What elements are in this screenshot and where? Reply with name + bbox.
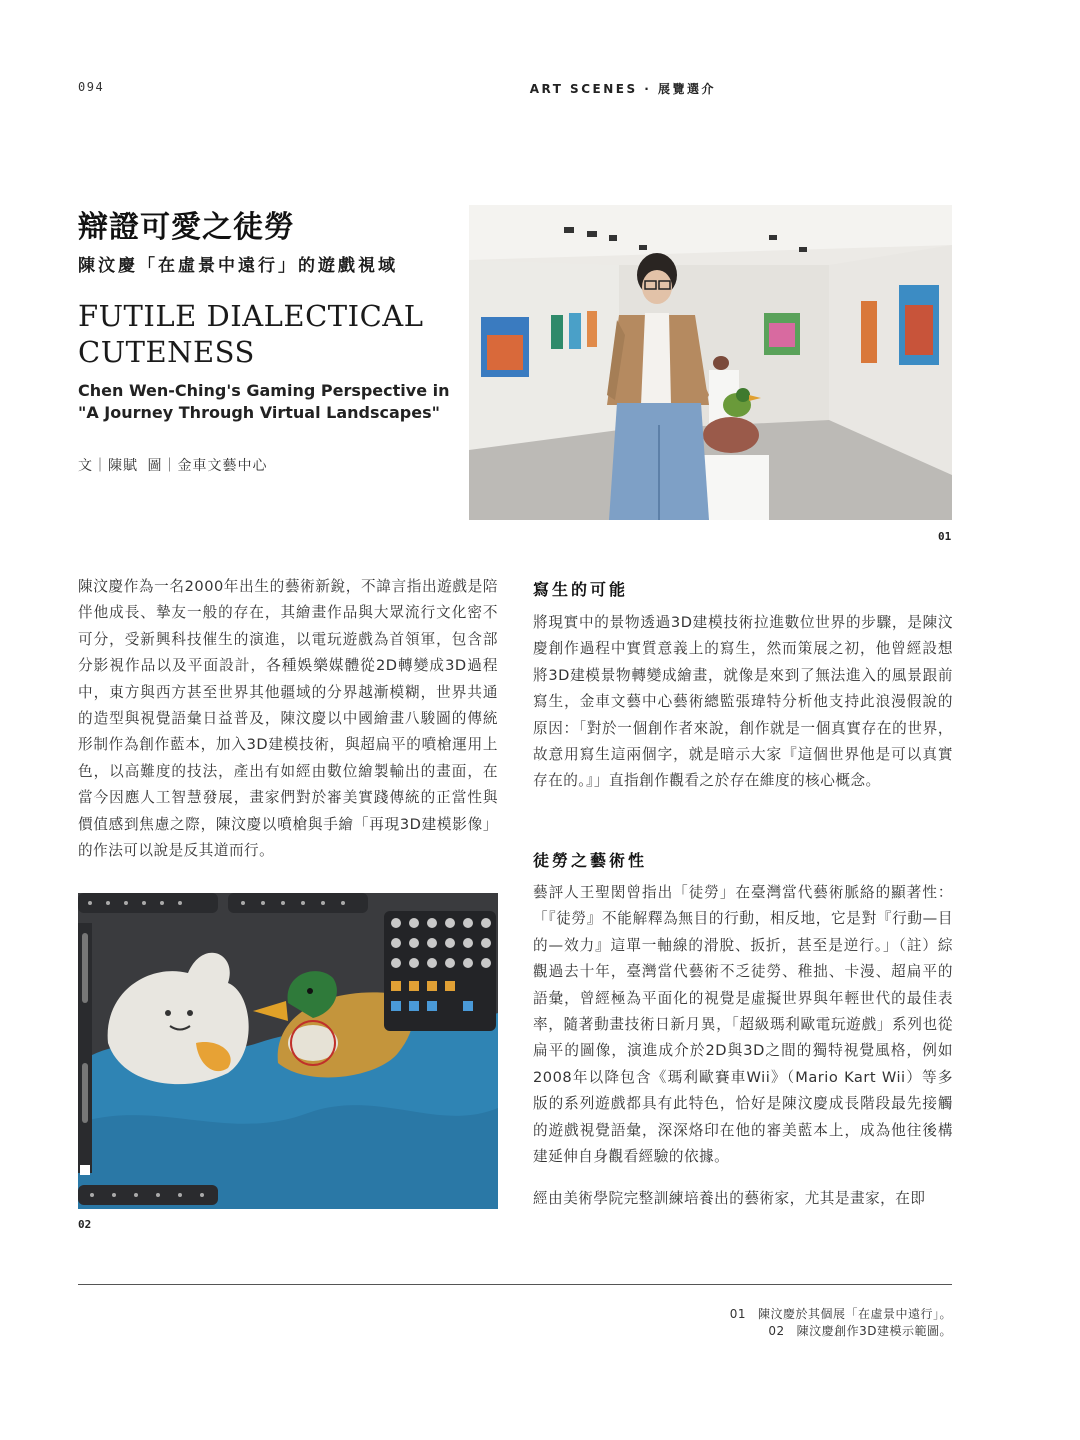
image-credit: 圖｜金車文藝中心 xyxy=(147,458,268,474)
article-subtitle-zh: 陳汶慶「在虛景中遠行」的遊戲視域 xyxy=(78,256,398,276)
author-credit: 文｜陳賦 xyxy=(78,458,138,474)
modeling-screenshot-illustration xyxy=(78,893,498,1209)
figure-captions xyxy=(730,1306,952,1340)
article-subtitle-en: Chen Wen-Ching's Gaming Perspective in "A Journey Through Virtual Landscapes" xyxy=(78,381,450,422)
body-paragraph-2: 將現實中的景物透過3D建模技術拉進數位世界的步驟，是陳汶慶創作過程中實質意義上的寫生，然而策展之初，他曾經設想將3D建模景物轉變成繪畫，就像是來到了無法進入的風景跟前寫生，金車文藝中心藝術總監張瑋特分析他支持此浪漫假說的原因：「對於一個創作者來說，創作就是一個真實存在的世界，故意用寫生這兩個字，就是暗示大家『這個世界他是可以真實存在的。』」直指創作觀看之於存在維度的核心概念。 xyxy=(533,614,953,790)
article-title-en: FUTILE DIALECTICAL CUTENESS xyxy=(78,299,424,369)
caption-02-number: 02 xyxy=(768,1324,785,1338)
section-heading-2: 徒勞之藝術性 xyxy=(533,851,648,870)
footer-divider xyxy=(78,1284,952,1285)
caption-02 xyxy=(730,1323,952,1340)
modeling-screenshot xyxy=(78,893,498,1209)
body-paragraph-4: 經由美術學院完整訓練培養出的藝術家，尤其是畫家，在即 xyxy=(533,1190,926,1207)
article-credits xyxy=(78,455,271,475)
figure-01-number: 01 xyxy=(938,530,952,543)
page-number: 094 xyxy=(78,80,105,94)
figure-02-number: 02 xyxy=(78,1218,92,1231)
body-paragraph-1: 陳汶慶作為一名2000年出生的藝術新銳，不諱言指出遊戲是陪伴他成長、摯友一般的存在，其繪畫作品與大眾流行文化密不可分，受新興科技催生的演進，以電玩遊戲為首領軍，包含部分影視作品以及平面設計，各種娛樂媒體從2D轉變成3D過程中，東方與西方甚至世界其他疆域的分界越漸模糊，世界共通的造型與視覺語彙日益普及，陳汶慶以中國繪畫八駿圖的傳統形制作為創作藍本，加入3D建模技術，與超扁平的噴槍運用上色，以高難度的技法，產出有如經由數位繪製輸出的畫面，在當今因應人工智慧發展，畫家們對於審美實踐傳統的正當性與價值感到焦慮之際，陳汶慶以噴槍與手繪「再現3D建模影像」的作法可以說是反其道而行。 xyxy=(78,578,498,860)
caption-01-text: 陳汶慶於其個展「在虛景中遠行」。 xyxy=(757,1307,952,1321)
section-header: ART SCENES · 展覽選介 xyxy=(529,82,716,96)
caption-02-text: 陳汶慶創作3D建模示範圖。 xyxy=(796,1324,952,1338)
section-heading-1: 寫生的可能 xyxy=(533,580,629,599)
body-paragraph-3: 藝評人王聖閎曾指出「徒勞」在臺灣當代藝術脈絡的顯著性：「『徒勞』不能解釋為無目的行動，相反地，它是對『行動—目的—效力』這單一軸線的滑脫、扳折，甚至是逆行。」（註）綜觀過去十年，臺灣當代藝術不乏徒勞、稚拙、卡漫、超扁平的語彙，曾經極為平面化的視覺是虛擬世界與年輕世代的最佳表率，隨著動畫技術日新月異，「超級瑪利歐電玩遊戲」系列也從扁平的圖像，演進成介於2D與3D之間的獨特視覺風格，例如2008年以降包含《瑪利歐賽車Wii》（Mario Kart Wii）等多版的系列遊戲都具有此特色，恰好是陳汶慶成長階段最先接觸的遊戲視覺語彙，深深烙印在他的審美藍本上，成為他往後構建延伸自身觀看經驗的依據。 xyxy=(533,884,953,1166)
gallery-photo xyxy=(469,205,952,520)
caption-01 xyxy=(730,1306,952,1323)
caption-01-number: 01 xyxy=(729,1307,746,1321)
article-title-zh: 辯證可愛之徒勞 xyxy=(78,210,295,245)
gallery-photo-illustration xyxy=(469,205,952,520)
